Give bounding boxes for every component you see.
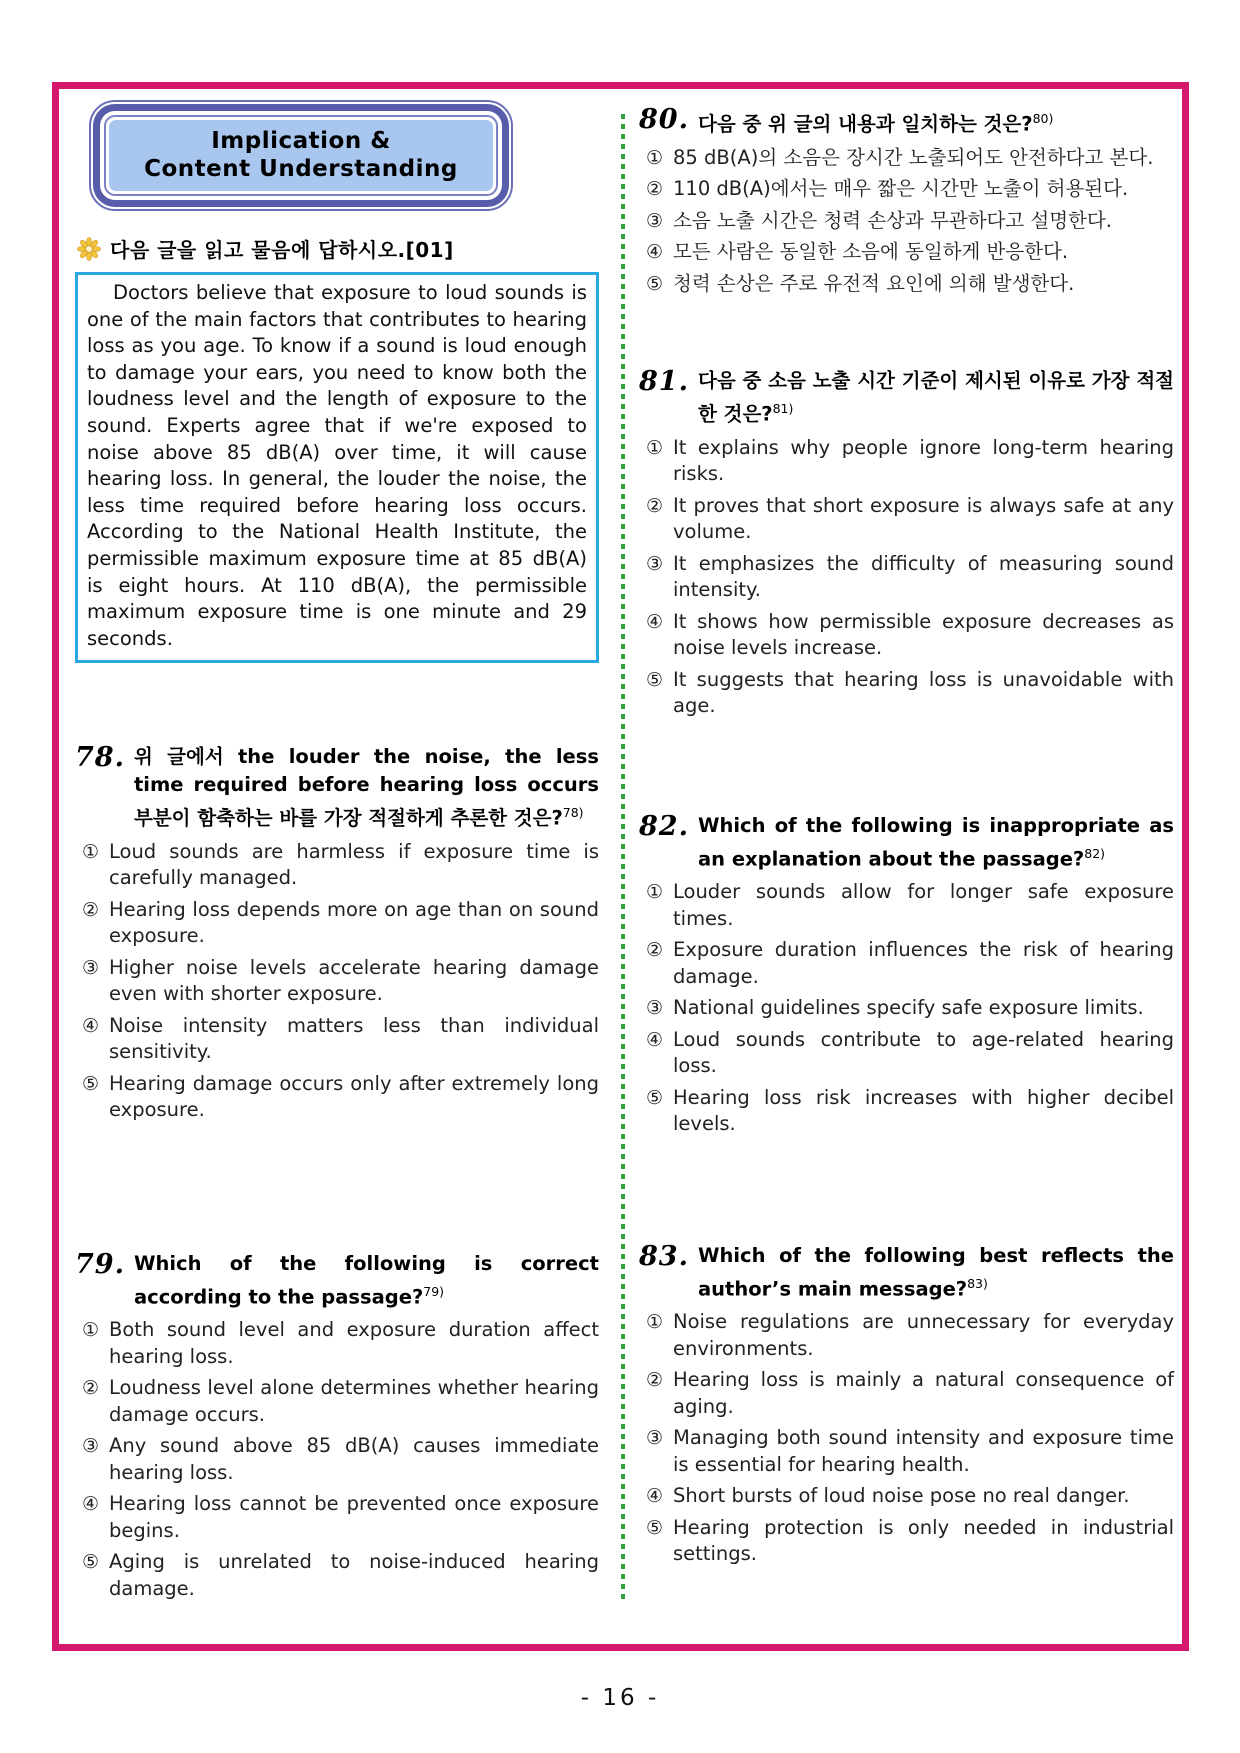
left-column [75, 100, 599, 1602]
option-text: Loudness level alone determines whether hearing damage occurs. [109, 1376, 599, 1426]
option-text: 모든 사람은 동일한 소음에 동일하게 반응한다. [673, 240, 1069, 263]
option-text: National guidelines specify safe exposure limits. [673, 996, 1144, 1019]
option [639, 1515, 1174, 1568]
option-text: It emphasizes the difficulty of measuring sound intensity. [673, 551, 1174, 601]
option [639, 1085, 1174, 1138]
title-badge [89, 100, 513, 211]
option-text: 110 dB(A)에서는 매우 짧은 시간만 노출이 허용된다. [673, 177, 1129, 200]
option [639, 239, 1174, 266]
footnote-marker: 79) [423, 1283, 445, 1299]
option-text: Loud sounds contribute to age-related hearing loss. [673, 1027, 1174, 1077]
question-number: 80. [639, 104, 689, 135]
option-marker: ④ [82, 1493, 100, 1516]
option [639, 1027, 1174, 1080]
option-text: 85 dB(A)의 소음은 장시간 노출되어도 안전하다고 본다. [673, 145, 1154, 169]
footnote-marker: 83) [967, 1275, 988, 1291]
option-marker: ① [646, 146, 664, 169]
option-text: It proves that short exposure is always safe at any volume. [673, 493, 1174, 543]
option-text: Hearing loss cannot be prevented once exposure begins. [109, 1492, 599, 1542]
question-prompt: 다음 중 위 글의 내용과 일치하는 것은?$^{80)}$ [697, 111, 1054, 136]
option [639, 271, 1174, 298]
option-marker: ⑤ [646, 1086, 664, 1109]
option-marker: ③ [646, 209, 664, 232]
option [639, 1367, 1174, 1420]
option-text: Hearing loss is mainly a natural consequence of aging. [673, 1368, 1174, 1418]
option [639, 145, 1174, 172]
option [75, 1375, 599, 1428]
question-prompt: Which of the following is correct according to the passage?$^{79)}$ [133, 1251, 599, 1309]
footnote-marker: 82) [1084, 845, 1106, 861]
option-marker: ② [82, 898, 100, 921]
question-79 [75, 1250, 599, 1603]
question-prompt: 위 글에서 the louder the noise, the less time required before hearing loss occurs 부분이 함축하는 바를 가장 적절하게 추론한 것은?$^{78)}$ [133, 745, 599, 830]
option [639, 937, 1174, 990]
option-marker: ④ [646, 241, 664, 263]
option-text: Short bursts of loud noise pose no real danger. [673, 1484, 1130, 1507]
flower-icon [77, 237, 101, 261]
option-text: Hearing loss depends more on age than on sound exposure. [109, 897, 599, 948]
question-number: 78. [75, 742, 125, 774]
question-80 [639, 105, 1174, 297]
option-marker: ③ [646, 1427, 664, 1449]
option-marker: ③ [82, 1435, 100, 1458]
option [639, 435, 1174, 488]
passage-box [75, 272, 599, 663]
option-marker: ⑤ [82, 1072, 100, 1095]
option-text: Any sound above 85 dB(A) causes immediate hearing loss. [109, 1434, 599, 1484]
option-marker: ④ [646, 610, 664, 633]
badge-title-line2: Content Understanding [144, 156, 458, 182]
option-text: Noise regulations are unnecessary for everyday environments. [673, 1310, 1174, 1360]
footnote-marker: 81) [772, 401, 794, 416]
option-text: Louder sounds allow for longer safe exposure times. [673, 880, 1174, 930]
option-marker: ③ [82, 956, 100, 979]
option-marker: ① [646, 436, 664, 459]
option-marker: ② [82, 1377, 100, 1400]
option-marker: ② [646, 178, 664, 200]
option-marker: ② [646, 939, 664, 961]
option-marker: ⑤ [82, 1551, 100, 1574]
option [75, 839, 599, 892]
option-marker: ① [646, 881, 664, 903]
option-text: Hearing loss risk increases with higher decibel levels. [673, 1085, 1174, 1135]
option-marker: ③ [646, 997, 664, 1019]
right-column [639, 105, 1174, 1568]
instruction [77, 234, 599, 263]
question-78 [75, 743, 599, 1124]
option [75, 1549, 599, 1602]
option-marker: ④ [646, 1485, 664, 1507]
question-number: 79. [75, 1248, 125, 1280]
option [639, 995, 1174, 1022]
option [639, 176, 1174, 203]
option-marker: ④ [82, 1014, 100, 1037]
question-82 [639, 812, 1174, 1138]
option [639, 879, 1174, 932]
option [75, 1013, 599, 1066]
option-marker: ④ [646, 1028, 664, 1051]
option [639, 609, 1174, 662]
option-text: Managing both sound intensity and exposure time is essential for hearing health. [673, 1426, 1174, 1476]
column-separator [621, 114, 625, 1600]
question-number: 81. [639, 366, 689, 397]
badge-title-line1: Implication & [211, 128, 391, 154]
option-marker: ② [646, 494, 664, 517]
question-number: 82. [639, 810, 689, 842]
option [639, 1425, 1174, 1478]
question-prompt: Which of the following is inappropriate as an explanation about the passage?$^{82)}$ [697, 813, 1174, 870]
question-number: 83. [639, 1240, 689, 1272]
option [75, 1071, 599, 1124]
option-text: It shows how permissible exposure decreases as noise levels increase. [673, 609, 1174, 659]
option [639, 667, 1174, 720]
option [639, 1309, 1174, 1362]
option-text: 소음 노출 시간은 청력 손상과 무관하다고 설명한다. [673, 208, 1112, 232]
option-marker: ⑤ [646, 272, 664, 295]
option [639, 1483, 1174, 1510]
option-text: Higher noise levels accelerate hearing damage even with shorter exposure. [109, 955, 599, 1006]
option-text: Aging is unrelated to noise-induced hearing damage. [109, 1550, 599, 1600]
option-text: Noise intensity matters less than individual sensitivity. [109, 1013, 599, 1064]
option-text: Both sound level and exposure duration affect hearing loss. [109, 1318, 599, 1368]
option-marker: ③ [646, 552, 664, 575]
option-text: Hearing protection is only needed in industrial settings. [673, 1515, 1174, 1565]
option-text: It explains why people ignore long-term hearing risks. [673, 435, 1174, 485]
option-marker: ① [646, 1311, 664, 1333]
page-number: - 16 - [580, 1685, 660, 1711]
footnote-marker: 78) [562, 805, 584, 821]
option-marker: ⑤ [646, 668, 664, 691]
instruction-text: 다음 글을 읽고 물음에 답하시오.[01] [110, 238, 454, 262]
option [639, 551, 1174, 604]
option-text: It suggests that hearing loss is unavoidable with age. [673, 667, 1174, 717]
worksheet-frame [52, 82, 1189, 1651]
question-prompt: 다음 중 소음 노출 시간 기준이 제시된 이유로 가장 적절한 것은?$^{81)}$ [697, 369, 1174, 426]
option-text: Exposure duration influences the risk of hearing damage. [673, 938, 1174, 988]
option-marker: ① [82, 1319, 100, 1342]
footnote-marker: 80) [1032, 111, 1054, 126]
option-marker: ① [82, 840, 100, 863]
option [75, 955, 599, 1008]
option [639, 208, 1174, 235]
question-81 [639, 367, 1174, 720]
question-83 [639, 1242, 1174, 1568]
option [75, 1433, 599, 1486]
option-text: 청력 손상은 주로 유전적 요인에 의해 발생한다. [673, 271, 1075, 295]
option-marker: ② [646, 1369, 664, 1391]
option-text: Loud sounds are harmless if exposure time is carefully managed. [109, 839, 599, 890]
option-text: Hearing damage occurs only after extremely long exposure. [109, 1071, 599, 1122]
question-prompt: Which of the following best reflects the author’s main message?$^{83)}$ [697, 1243, 1174, 1300]
option [75, 1491, 599, 1544]
option-marker: ⑤ [646, 1516, 664, 1539]
option [75, 897, 599, 950]
passage-text: Doctors believe that exposure to loud sounds is one of the main factors that contributes to hearing loss as you age. To know if a sound is loud enough to damage your ears, you need to know both the loudness level and the length of exposure to the sound. Experts agree that if we're exposed to noise above 85 dB(A) over time, it will cause hearing loss. In general, the louder the noise, the less time required before hearing loss occurs. According to the National Health Institute, the permissible maximum exposure time at 85 dB(A) is eight hours. At 110 dB(A), the permissible maximum exposure time is one minute and 29 seconds. [87, 281, 587, 650]
option [639, 493, 1174, 546]
option [75, 1317, 599, 1370]
